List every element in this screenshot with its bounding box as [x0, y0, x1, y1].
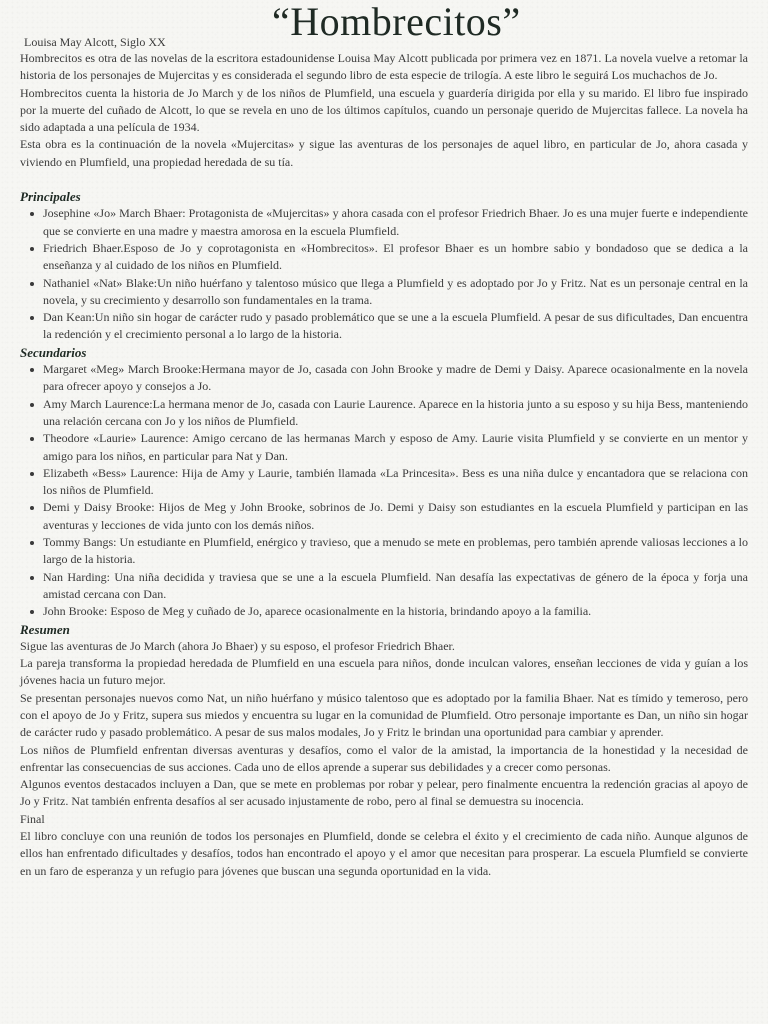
list-item: Margaret «Meg» March Brooke:Hermana mayor de Jo, casada con John Brooke y madre de Demi y Daisy. Aparece ocasionalmente en la novela para ofrecer apoyo y consejos a Jo.	[43, 361, 748, 396]
principales-list	[20, 205, 748, 343]
intro-paragraph: Hombrecitos cuenta la historia de Jo March y de los niños de Plumfield, una escuela y guardería dirigida por ella y su marido. El libro fue inspirado por la muerte del cuñado de Alcott, lo que se revela en uno de los últimos capítulos, cuando un personaje querido de Mujercitas fallece. La novela ha sido adaptada a una película de 1934.	[20, 85, 748, 135]
list-item: Elizabeth «Bess» Laurence: Hija de Amy y Laurie, también llamada «La Princesita». Bess es una niña dulce y encantadora que se relaciona con los niños de Plumfield.	[43, 465, 748, 500]
list-item: Tommy Bangs: Un estudiante en Plumfield, enérgico y travieso, que a menudo se mete en problemas, pero también aprende valiosas lecciones a lo largo de la historia.	[43, 534, 748, 569]
list-item: Friedrich Bhaer.Esposo de Jo y coprotagonista en «Hombrecitos». El profesor Bhaer es un hombre sabio y bondadoso que se dedica a la enseñanza y al cuidado de los niños en Plumfield.	[43, 240, 748, 275]
list-item: John Brooke: Esposo de Meg y cuñado de Jo, aparece ocasionalmente en la historia, brindando apoyo a la familia.	[43, 603, 748, 620]
list-item: Demi y Daisy Brooke: Hijos de Meg y John Brooke, sobrinos de Jo. Demi y Daisy son estudiantes en la escuela Plumfield y participan en las aventuras y lecciones de vida junto con los demás niños.	[43, 499, 748, 534]
summary-paragraph: Los niños de Plumfield enfrentan diversas aventuras y desafíos, como el valor de la amistad, la importancia de la honestidad y la necesidad de enfrentar las consecuencias de sus acciones. Cada uno de ellos aprende a superar sus debilidades y a crecer como personas.	[20, 742, 748, 774]
secundarios-list	[20, 361, 748, 620]
intro-paragraph: Esta obra es la continuación de la novela «Mujercitas» y sigue las aventuras de los personajes de aquel libro, en particular de Jo, ahora casada y viviendo en Plumfield, una propiedad heredada de su tía.	[20, 137, 748, 169]
list-item: Dan Kean:Un niño sin hogar de carácter rudo y pasado problemático que se une a la escuela Plumfield. A pesar de sus dificultades, Dan encuentra la redención y el crecimiento personal a lo largo de la historia.	[43, 309, 748, 344]
section-heading-principales: Principales	[20, 189, 81, 205]
list-item: Theodore «Laurie» Laurence: Amigo cercano de las hermanas March y esposo de Amy. Laurie visita Plumfield y se convierte en un mentor y amigo para los niños, en particular para Nat y Dan.	[43, 430, 748, 465]
document-body	[20, 50, 748, 880]
summary-paragraph: Algunos eventos destacados incluyen a Dan, que se mete en problemas por robar y pelear, pero finalmente encuentra la redención gracias al apoyo de Jo y Fritz. Nat también enfrenta desafíos al ser acusado injustamente de robo, pero al final se demuestra su inocencia.	[20, 777, 748, 809]
list-item: Josephine «Jo» March Bhaer: Protagonista de «Mujercitas» y ahora casada con el profesor Friedrich Bhaer. Jo es una mujer fuerte e independiente que se convierte en una madre y maestra amorosa en la escuela Plumfield.	[43, 205, 748, 240]
summary-paragraph: Sigue las aventuras de Jo March (ahora Jo Bhaer) y su esposo, el profesor Friedrich Bhaer.	[20, 638, 455, 653]
section-heading-secundarios: Secundarios	[20, 344, 87, 360]
summary-paragraph: Se presentan personajes nuevos como Nat, un niño huérfano y músico talentoso que es adoptado por la familia Bhaer. Nat es tímido y temeroso, pero con el apoyo de Jo y Fritz, supera sus miedos y encuentra su lugar en la comunidad de Plumfield. Otro personaje importante es Dan, un niño sin hogar de carácter rudo y pasado problemático. A pesar de sus malos modales, Jo y Fritz le brindan una oportunidad para cambiar y aprender.	[20, 690, 748, 740]
summary-paragraph: El libro concluye con una reunión de todos los personajes en Plumfield, donde se celebra el éxito y el crecimiento de cada niño. Aunque algunos de ellos han enfrentado dificultades y desafíos, todos han encontrado el apoyo y el amor que necesitan para prosperar. La escuela Plumfield se convierte en un faro de esperanza y un refugio para jóvenes que buscan una segunda oportunidad en la vida.	[20, 829, 748, 878]
list-item: Amy March Laurence:La hermana menor de Jo, casada con Laurie Laurence. Aparece en la historia junto a su esposo y su hija Bess, manteniendo una relación cercana con Jo y los niños de Plumfield.	[43, 396, 748, 431]
section-heading-resumen: Resumen	[20, 621, 70, 637]
list-item: Nathaniel «Nat» Blake:Un niño huérfano y talentoso músico que llega a Plumfield y es adoptado por Jo y Fritz. Nat es un personaje central en la novela, y su crecimiento y desarrollo son fundamentales en la trama.	[43, 275, 748, 310]
spacer	[20, 171, 748, 188]
summary-paragraph: La pareja transforma la propiedad heredada de Plumfield en una escuela para niños, donde inculcan valores, enseñan lecciones de vida y guían a los jóvenes hacia un futuro mejor.	[20, 656, 748, 688]
intro-paragraph: Hombrecitos es otra de las novelas de la escritora estadounidense Louisa May Alcott publicada por primera vez en 1871. La novela vuelve a retomar la historia de los personajes de Mujercitas y es considerada el segundo libro de esta especie de trilogía. A este libro le seguirá Los muchachos de Jo.	[20, 51, 748, 83]
final-label: Final	[20, 811, 45, 826]
author-line: Louisa May Alcott, Siglo XX	[24, 35, 166, 49]
document-title: “Hombrecitos”	[272, 0, 521, 44]
list-item: Nan Harding: Una niña decidida y traviesa que se une a la escuela Plumfield. Nan desafía las expectativas de género de la época y forja una amistad cercana con Dan.	[43, 569, 748, 604]
